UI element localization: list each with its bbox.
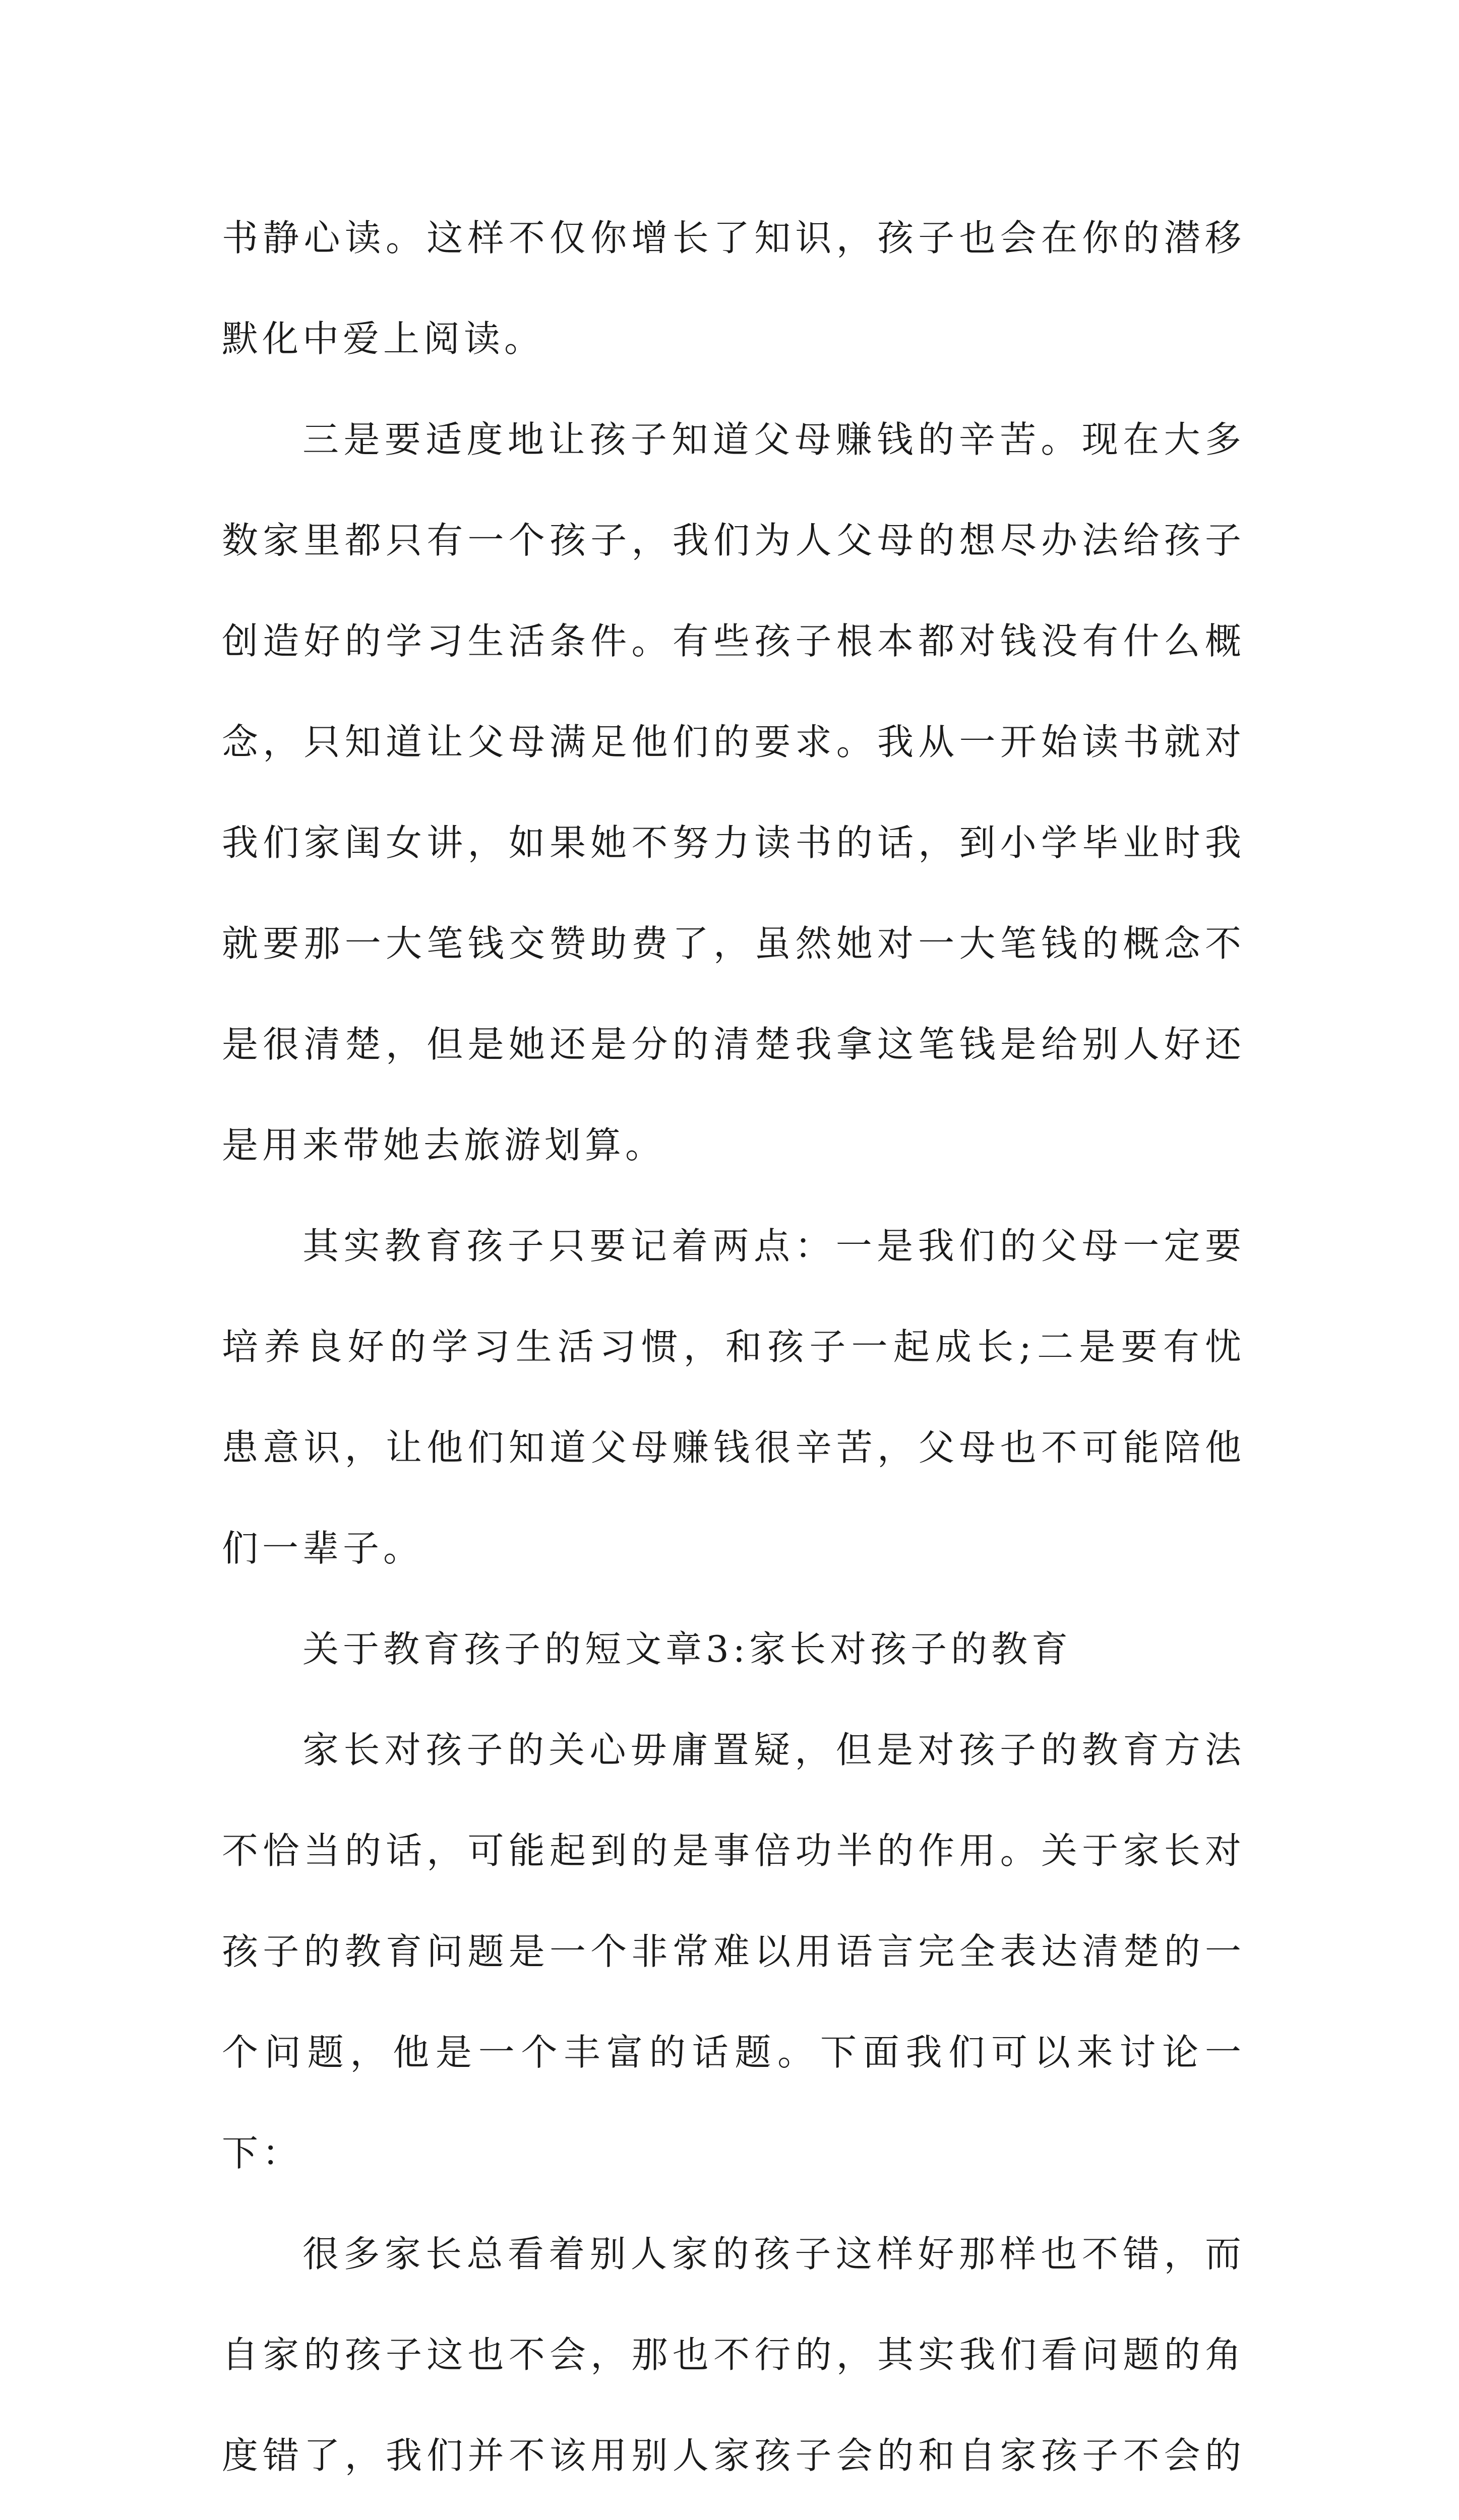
- paragraph-parents-earning: 三是要适度地让孩子知道父母赚钱的辛苦。现在大多数家里都只有一个孩子，我们为人父母的想尽办法给孩子创造好的学习生活条件。有些孩子根本都对钱没有什么概念，只知道让父母满足他们的要求。我从一开始读书就对我们家闺女讲，如果她不努力读书的话，到小学毕业时我就要那一大笔钱交赞助费了，虽然她对一大笔钱的概念不是很清楚，但是她还是分的清楚我拿这笔钱是给别人好还是用来带她去旅游划算。: [222, 418, 1245, 1166]
- document-body: [222, 187, 1245, 2520]
- paragraph-two-points: 其实教育孩子只要记着两点：一是我们的父母一定要培养良好的学习生活习惯，和孩子一起成长;二是要有忧患意识，让他们知道父母赚钱很辛苦，父母也不可能陪他们一辈子。: [222, 1225, 1245, 1569]
- paragraph-parental-care: 家长对孩子的关心毋庸置疑，但是对孩子的教育方法不恰当的话，可能起到的是事倍功半的作用。关于家长对孩子的教育问题是一个非常难以用语言完全表达清楚的一个问题，他是一个丰富的话题。下面我们可以来讨论一下：: [222, 1729, 1245, 2174]
- paragraph-comparison: 很多家长总看着别人家的孩子这样好那样也不错，而自家的孩子这也不会，那也不行的，其实我们看问题的角度错了，我们并不该用别人家孩子会的和自家孩子不会的: [222, 2233, 1245, 2477]
- section-heading: 关于教育孩子的短文章3:家长对孩子的教育: [302, 1628, 1072, 1670]
- paragraph-continuation: 书静心读。这样不仅你增长了知识，孩子也会在你的潜移默化中爱上阅读。: [222, 217, 1245, 360]
